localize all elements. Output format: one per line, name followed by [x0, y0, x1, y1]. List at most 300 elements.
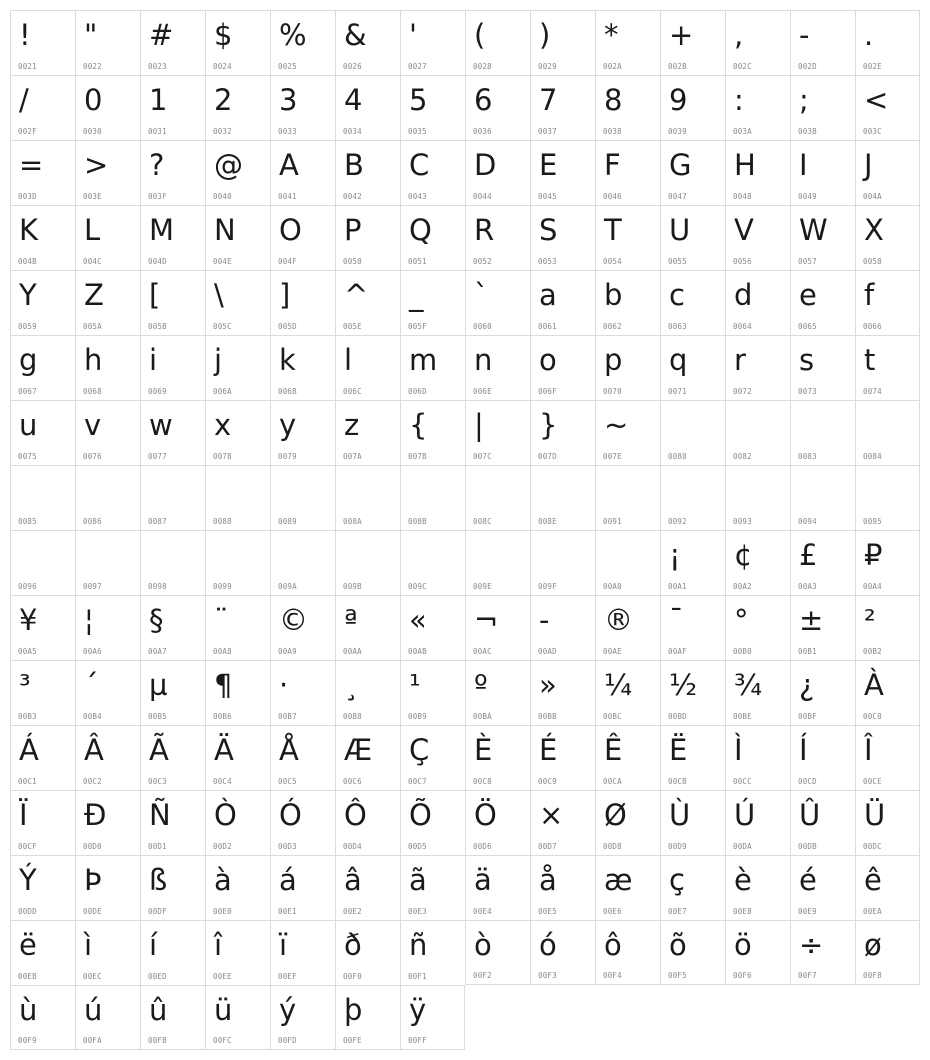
glyph-cell — [595, 465, 660, 530]
glyph-cell — [205, 335, 270, 400]
glyph-cell — [530, 725, 595, 790]
glyph-codepoint: 00CC — [733, 777, 752, 786]
glyph-codepoint: 00F1 — [408, 972, 427, 981]
glyph-cell — [335, 985, 400, 1050]
glyph-char: j — [214, 343, 223, 377]
glyph-codepoint: 00FB — [148, 1036, 167, 1045]
glyph-char: _ — [409, 278, 424, 312]
glyph-cell — [595, 140, 660, 205]
glyph-cell — [530, 205, 595, 270]
glyph-cell — [75, 270, 140, 335]
glyph-cell — [595, 205, 660, 270]
glyph-char: & — [344, 18, 367, 52]
glyph-cell — [465, 75, 530, 140]
glyph-codepoint: 00E1 — [278, 907, 297, 916]
glyph-codepoint: 00A2 — [733, 582, 752, 591]
glyph-cell — [10, 465, 75, 530]
glyph-char: k — [279, 343, 296, 377]
glyph-codepoint: 0034 — [343, 127, 362, 136]
glyph-char: N — [214, 213, 236, 247]
glyph-cell — [660, 595, 725, 660]
glyph-char: û — [149, 993, 168, 1027]
glyph-codepoint: 0054 — [603, 257, 622, 266]
glyph-char: Ó — [279, 798, 302, 832]
glyph-cell — [10, 140, 75, 205]
glyph-char: 4 — [344, 83, 363, 117]
glyph-char: K — [19, 213, 39, 247]
glyph-codepoint: 0025 — [278, 62, 297, 71]
glyph-cell — [10, 400, 75, 465]
glyph-char: Ô — [344, 798, 367, 832]
glyph-cell — [270, 530, 335, 595]
glyph-char: L — [84, 213, 101, 247]
glyph-char: ý — [279, 993, 297, 1027]
glyph-cell — [790, 530, 855, 595]
glyph-codepoint: 006E — [473, 387, 492, 396]
glyph-codepoint: 00B5 — [148, 712, 167, 721]
glyph-codepoint: 00E9 — [798, 907, 817, 916]
glyph-codepoint: 00C7 — [408, 777, 427, 786]
glyph-cell — [725, 465, 790, 530]
glyph-cell — [790, 465, 855, 530]
glyph-cell — [660, 400, 725, 465]
glyph-cell — [10, 205, 75, 270]
glyph-char: Ú — [734, 798, 756, 832]
glyph-cell — [140, 985, 205, 1050]
glyph-cell — [660, 790, 725, 855]
glyph-cell — [660, 660, 725, 725]
glyph-codepoint: 002F — [18, 127, 37, 136]
glyph-char: £ — [799, 538, 818, 572]
glyph-codepoint: 004C — [83, 257, 102, 266]
glyph-char: o — [539, 343, 557, 377]
glyph-char: c — [669, 278, 685, 312]
glyph-char: × — [539, 798, 564, 832]
glyph-codepoint: 00B3 — [18, 712, 37, 721]
glyph-cell — [595, 400, 660, 465]
glyph-codepoint: 0078 — [213, 452, 232, 461]
glyph-cell — [660, 465, 725, 530]
glyph-codepoint: 00D9 — [668, 842, 687, 851]
glyph-codepoint: 004B — [18, 257, 37, 266]
glyph-char: ³ — [19, 668, 31, 702]
glyph-char: ö — [734, 928, 752, 962]
glyph-cell — [400, 335, 465, 400]
glyph-cell — [140, 725, 205, 790]
glyph-cell — [855, 595, 920, 660]
glyph-char: ú — [84, 993, 103, 1027]
glyph-codepoint: 00E7 — [668, 907, 687, 916]
glyph-char: q — [669, 343, 688, 377]
glyph-cell — [140, 140, 205, 205]
glyph-codepoint: 002D — [798, 62, 817, 71]
glyph-codepoint: 00C8 — [473, 777, 492, 786]
glyph-cell — [75, 400, 140, 465]
glyph-codepoint: 00E0 — [213, 907, 232, 916]
glyph-codepoint: 00BB — [538, 712, 557, 721]
glyph-codepoint: 00AF — [668, 647, 687, 656]
glyph-cell — [855, 920, 920, 985]
glyph-cell — [400, 660, 465, 725]
glyph-char: Ë — [669, 733, 688, 767]
glyph-char: S — [539, 213, 558, 247]
glyph-cell — [140, 205, 205, 270]
glyph-char: * — [604, 18, 619, 52]
glyph-codepoint: 007C — [473, 452, 492, 461]
glyph-cell — [75, 660, 140, 725]
glyph-char: æ — [604, 863, 633, 897]
glyph-codepoint: 0022 — [83, 62, 102, 71]
glyph-codepoint: 0077 — [148, 452, 167, 461]
glyph-cell — [75, 530, 140, 595]
glyph-cell — [465, 400, 530, 465]
glyph-codepoint: 0043 — [408, 192, 427, 201]
glyph-codepoint: 00DD — [18, 907, 37, 916]
glyph-codepoint: 00E4 — [473, 907, 492, 916]
glyph-cell — [530, 140, 595, 205]
glyph-codepoint: 00AC — [473, 647, 492, 656]
glyph-codepoint: 00DC — [863, 842, 882, 851]
glyph-char: Ö — [474, 798, 497, 832]
glyph-codepoint: 00B2 — [863, 647, 882, 656]
glyph-cell — [140, 530, 205, 595]
glyph-char: ¾ — [734, 668, 763, 702]
glyph-char: n — [474, 343, 493, 377]
glyph-char: Đ — [84, 798, 107, 832]
glyph-codepoint: 00BF — [798, 712, 817, 721]
glyph-cell — [400, 140, 465, 205]
glyph-char: Þ — [84, 863, 102, 897]
glyph-char: , — [734, 18, 744, 52]
glyph-cell — [400, 270, 465, 335]
glyph-cell — [10, 725, 75, 790]
glyph-char: u — [19, 408, 38, 442]
glyph-char: < — [864, 83, 889, 117]
glyph-char: P — [344, 213, 362, 247]
glyph-cell — [140, 920, 205, 985]
glyph-char: è — [734, 863, 752, 897]
glyph-cell — [725, 530, 790, 595]
glyph-char: ñ — [409, 928, 428, 962]
glyph-cell — [10, 660, 75, 725]
glyph-cell — [270, 205, 335, 270]
glyph-cell — [530, 10, 595, 75]
glyph-char: ¦ — [84, 603, 94, 637]
glyph-codepoint: 00E5 — [538, 907, 557, 916]
glyph-codepoint: 0028 — [473, 62, 492, 71]
glyph-codepoint: 0023 — [148, 62, 167, 71]
glyph-codepoint: 005E — [343, 322, 362, 331]
glyph-cell — [335, 465, 400, 530]
glyph-cell — [270, 920, 335, 985]
glyph-cell — [465, 790, 530, 855]
glyph-cell — [790, 400, 855, 465]
glyph-codepoint: 00F4 — [603, 971, 622, 980]
glyph-cell — [660, 205, 725, 270]
glyph-cell — [75, 985, 140, 1050]
glyph-cell — [660, 725, 725, 790]
glyph-codepoint: 00BA — [473, 712, 492, 721]
glyph-cell — [205, 270, 270, 335]
glyph-char: ¡ — [669, 538, 681, 572]
glyph-codepoint: 0072 — [733, 387, 752, 396]
glyph-cell — [530, 790, 595, 855]
glyph-cell — [855, 790, 920, 855]
glyph-codepoint: 00B1 — [798, 647, 817, 656]
glyph-cell — [595, 270, 660, 335]
glyph-codepoint: 007A — [343, 452, 362, 461]
glyph-char: õ — [669, 928, 687, 962]
glyph-cell — [400, 920, 465, 985]
glyph-codepoint: 0049 — [798, 192, 817, 201]
glyph-codepoint: 005C — [213, 322, 232, 331]
glyph-cell — [530, 855, 595, 920]
glyph-codepoint: 005D — [278, 322, 297, 331]
glyph-codepoint: 0079 — [278, 452, 297, 461]
glyph-cell — [465, 335, 530, 400]
glyph-char: ¸ — [344, 668, 359, 702]
glyph-cell — [725, 920, 790, 985]
glyph-cell — [725, 855, 790, 920]
glyph-cell — [270, 985, 335, 1050]
glyph-cell — [790, 10, 855, 75]
glyph-cell — [855, 140, 920, 205]
glyph-codepoint: 0059 — [18, 322, 37, 331]
glyph-cell — [140, 400, 205, 465]
glyph-codepoint: 00DA — [733, 842, 752, 851]
glyph-char: ² — [864, 603, 876, 637]
glyph-char: + — [669, 18, 694, 52]
glyph-cell — [205, 920, 270, 985]
glyph-codepoint: 00CF — [18, 842, 37, 851]
glyph-codepoint: 007D — [538, 452, 557, 461]
glyph-char: É — [539, 733, 558, 767]
glyph-codepoint: 004D — [148, 257, 167, 266]
glyph-cell — [725, 790, 790, 855]
glyph-char: Õ — [409, 798, 432, 832]
glyph-codepoint: 00CB — [668, 777, 687, 786]
glyph-char: ç — [669, 863, 685, 897]
glyph-char: å — [539, 863, 557, 897]
glyph-codepoint: 0064 — [733, 322, 752, 331]
glyph-cell — [400, 725, 465, 790]
glyph-cell — [75, 855, 140, 920]
glyph-char: U — [669, 213, 691, 247]
glyph-char: ô — [604, 928, 622, 962]
glyph-char: - — [799, 18, 810, 52]
glyph-cell — [335, 530, 400, 595]
glyph-codepoint: 006D — [408, 387, 427, 396]
glyph-char: ¹ — [409, 668, 421, 702]
glyph-codepoint: 00A4 — [863, 582, 882, 591]
glyph-char: a — [539, 278, 557, 312]
glyph-codepoint: 0058 — [863, 257, 882, 266]
glyph-cell — [855, 75, 920, 140]
glyph-codepoint: 006F — [538, 387, 557, 396]
glyph-cell — [205, 400, 270, 465]
glyph-codepoint: 00B8 — [343, 712, 362, 721]
glyph-codepoint: 0027 — [408, 62, 427, 71]
glyph-cell — [75, 10, 140, 75]
glyph-cell — [270, 790, 335, 855]
glyph-cell — [270, 595, 335, 660]
glyph-cell — [725, 75, 790, 140]
glyph-char: Ý — [19, 863, 37, 897]
glyph-codepoint: 00A7 — [148, 647, 167, 656]
glyph-codepoint: 0053 — [538, 257, 557, 266]
glyph-char: A — [279, 148, 299, 182]
glyph-codepoint: 0046 — [603, 192, 622, 201]
glyph-char: \ — [214, 278, 224, 312]
glyph-codepoint: 00A1 — [668, 582, 687, 591]
glyph-cell — [75, 725, 140, 790]
glyph-codepoint: 004E — [213, 257, 232, 266]
glyph-cell — [660, 75, 725, 140]
glyph-codepoint: 00A0 — [603, 582, 622, 591]
glyph-cell — [725, 660, 790, 725]
glyph-cell — [595, 530, 660, 595]
glyph-codepoint: 002B — [668, 62, 687, 71]
glyph-cell — [725, 270, 790, 335]
glyph-cell — [270, 465, 335, 530]
glyph-char: º — [474, 668, 488, 702]
glyph-codepoint: 00FA — [83, 1036, 102, 1045]
glyph-codepoint: 00C1 — [18, 777, 37, 786]
glyph-cell — [140, 335, 205, 400]
glyph-cell — [660, 270, 725, 335]
glyph-cell — [595, 335, 660, 400]
glyph-char: Y — [19, 278, 37, 312]
glyph-char: ø — [864, 928, 882, 962]
glyph-codepoint: 006C — [343, 387, 362, 396]
glyph-codepoint: 00DF — [148, 907, 167, 916]
glyph-codepoint: 0083 — [798, 452, 817, 461]
glyph-cell — [335, 140, 400, 205]
glyph-codepoint: 00FF — [408, 1036, 427, 1045]
glyph-cell — [855, 10, 920, 75]
glyph-char: 0 — [84, 83, 103, 117]
glyph-char: r — [734, 343, 746, 377]
glyph-cell — [400, 595, 465, 660]
glyph-char: © — [279, 603, 308, 637]
glyph-codepoint: 0071 — [668, 387, 687, 396]
glyph-char: ) — [539, 18, 551, 52]
glyph-char: µ — [149, 668, 168, 702]
glyph-cell — [660, 530, 725, 595]
glyph-cell — [530, 270, 595, 335]
glyph-char: Ì — [734, 733, 743, 767]
glyph-codepoint: 0037 — [538, 127, 557, 136]
glyph-codepoint: 00A8 — [213, 647, 232, 656]
glyph-cell — [140, 270, 205, 335]
glyph-codepoint: 0024 — [213, 62, 232, 71]
glyph-char: [ — [149, 278, 161, 312]
glyph-cell — [205, 10, 270, 75]
glyph-cell — [335, 660, 400, 725]
glyph-cell — [465, 530, 530, 595]
glyph-codepoint: 009E — [473, 582, 492, 591]
glyph-cell — [790, 335, 855, 400]
glyph-codepoint: 00EB — [18, 972, 37, 981]
glyph-codepoint: 00C3 — [148, 777, 167, 786]
glyph-codepoint: 00C6 — [343, 777, 362, 786]
glyph-codepoint: 0089 — [278, 517, 297, 526]
glyph-cell — [205, 595, 270, 660]
glyph-cell — [790, 595, 855, 660]
glyph-codepoint: 00F3 — [538, 971, 557, 980]
glyph-char: ^ — [344, 278, 369, 312]
glyph-codepoint: 0044 — [473, 192, 492, 201]
glyph-cell — [400, 855, 465, 920]
glyph-cell — [595, 920, 660, 985]
glyph-codepoint: 00BC — [603, 712, 622, 721]
glyph-codepoint: 0091 — [603, 517, 622, 526]
glyph-cell — [790, 270, 855, 335]
glyph-char: Á — [19, 733, 39, 767]
glyph-cell — [790, 75, 855, 140]
glyph-char: G — [669, 148, 692, 182]
glyph-char: Ê — [604, 733, 623, 767]
glyph-char: Í — [799, 733, 808, 767]
glyph-codepoint: 00B9 — [408, 712, 427, 721]
glyph-cell — [530, 75, 595, 140]
glyph-char: ó — [539, 928, 557, 962]
glyph-char: > — [84, 148, 109, 182]
glyph-codepoint: 00D1 — [148, 842, 167, 851]
glyph-codepoint: 00F9 — [18, 1036, 37, 1045]
glyph-cell — [270, 75, 335, 140]
glyph-codepoint: 008B — [408, 517, 427, 526]
glyph-char: ° — [734, 603, 749, 637]
glyph-char: í — [149, 928, 158, 962]
glyph-codepoint: 008E — [538, 517, 557, 526]
glyph-codepoint: 00E8 — [733, 907, 752, 916]
glyph-codepoint: 00A9 — [278, 647, 297, 656]
glyph-codepoint: 00D4 — [343, 842, 362, 851]
glyph-codepoint: 0088 — [213, 517, 232, 526]
glyph-cell — [595, 10, 660, 75]
glyph-char: ÷ — [799, 928, 824, 962]
glyph-char: " — [84, 18, 98, 52]
glyph-cell — [855, 205, 920, 270]
glyph-cell — [335, 270, 400, 335]
glyph-codepoint: 003E — [83, 192, 102, 201]
glyph-codepoint: 004F — [278, 257, 297, 266]
glyph-codepoint: 002E — [863, 62, 882, 71]
glyph-codepoint: 0085 — [18, 517, 37, 526]
glyph-cell — [270, 140, 335, 205]
glyph-char: Ò — [214, 798, 237, 832]
glyph-char: ä — [474, 863, 492, 897]
glyph-char: ? — [149, 148, 165, 182]
glyph-char: W — [799, 213, 828, 247]
glyph-codepoint: 0042 — [343, 192, 362, 201]
glyph-cell — [140, 10, 205, 75]
glyph-codepoint: 0052 — [473, 257, 492, 266]
glyph-char: V — [734, 213, 754, 247]
glyph-codepoint: 00EF — [278, 972, 297, 981]
glyph-cell — [140, 790, 205, 855]
glyph-codepoint: 00FC — [213, 1036, 232, 1045]
glyph-codepoint: 005B — [148, 322, 167, 331]
glyph-cell — [855, 660, 920, 725]
glyph-codepoint: 0087 — [148, 517, 167, 526]
glyph-char: ¿ — [799, 668, 815, 702]
glyph-cell — [660, 10, 725, 75]
glyph-char: Å — [279, 733, 299, 767]
glyph-cell — [75, 920, 140, 985]
glyph-char: é — [799, 863, 817, 897]
